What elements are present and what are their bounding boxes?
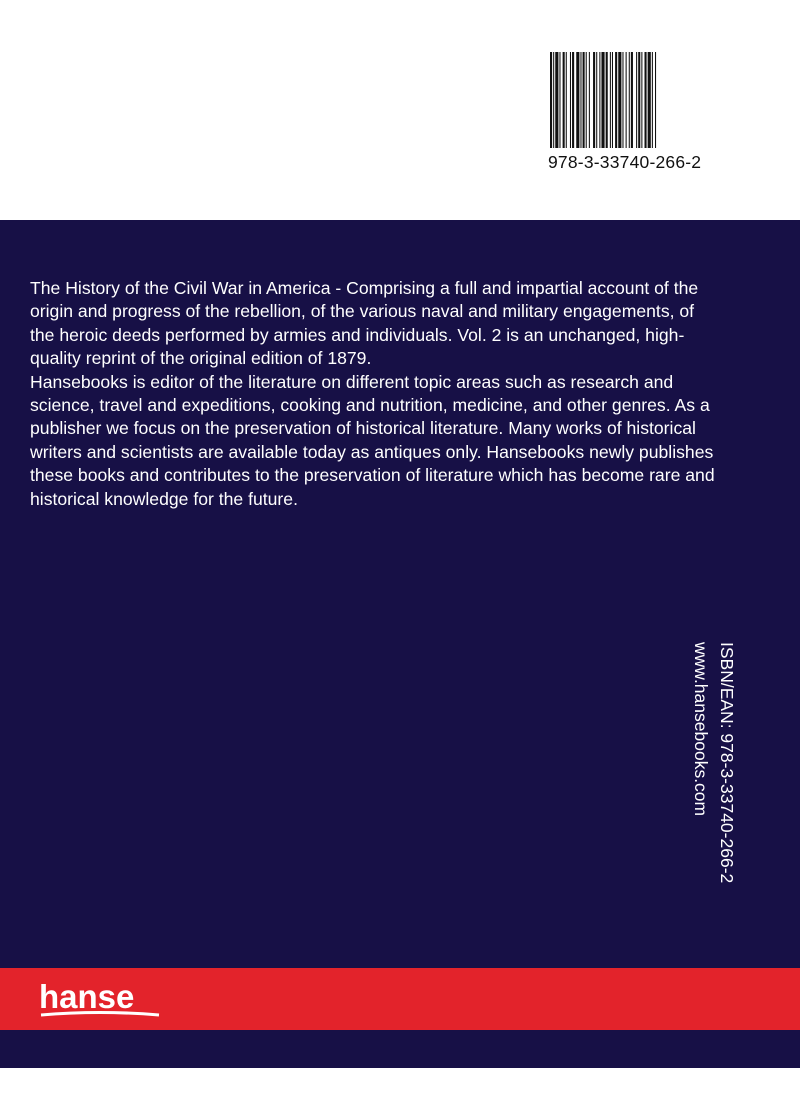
logo-wordmark: hanse — [39, 978, 135, 1015]
barcode-number: 978-3-33740-266-2 — [548, 152, 702, 172]
publisher-band — [0, 968, 800, 1030]
website-text: www.hansebooks.com — [691, 642, 711, 817]
isbn-text: ISBN/EAN: 978-3-33740-266-2 — [717, 642, 737, 884]
barcode — [548, 52, 702, 173]
bottom-white-band — [0, 1068, 800, 1096]
back-cover-panel — [0, 220, 800, 1068]
hanse-logo-mark — [38, 976, 163, 1020]
vertical-isbn-info — [684, 642, 740, 942]
hanse-logo — [38, 976, 163, 1020]
top-white-band — [0, 0, 800, 220]
book-description: The History of the Civil War in America - Comprising a full and impartial account of the origin and progress of the rebellion, of the various naval and military engagements, of the heroic deeds performed by armies and individuals. Vol. 2 is an unchanged, high-quality reprint of the original edition of 1879. Hansebooks is editor of the literature on different topic areas such as research and science, travel and expeditions, cooking and nutrition, medicine, and other genres. As a publisher we focus on the preservation of historical literature. Many works of historical writers and scientists are available today as antiques only. Hansebooks newly publishes these books and contributes to the preservation of literature which has become rare and historical knowledge for the future. — [30, 278, 715, 509]
barcode-bars — [548, 52, 698, 148]
